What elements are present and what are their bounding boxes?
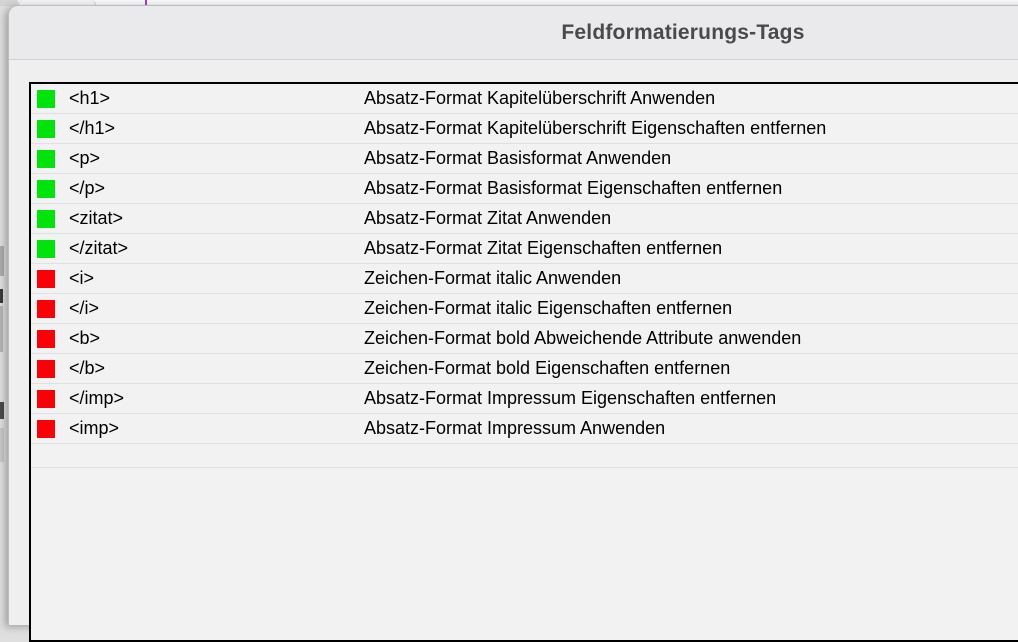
tag-color-swatch	[37, 420, 55, 438]
tag-label: </b>	[69, 358, 106, 378]
tag-row[interactable]	[31, 174, 1018, 204]
tag-color-swatch	[37, 210, 55, 228]
window-content	[9, 60, 1018, 642]
tag-description: Absatz-Format Impressum Eigenschaften entfernen	[364, 388, 777, 408]
tag-description: Absatz-Format Zitat Eigenschaften entfernen	[364, 238, 723, 258]
background-glyph-fragment	[0, 289, 3, 303]
tag-description: Zeichen-Format bold Abweichende Attribute anwenden	[364, 328, 802, 348]
tag-color-swatch	[37, 240, 55, 258]
tag-row[interactable]	[31, 114, 1018, 144]
tag-label: <imp>	[69, 418, 120, 438]
tag-color-swatch	[37, 270, 55, 288]
tag-color-swatch	[37, 180, 55, 198]
tag-label: <i>	[69, 268, 95, 288]
tag-description: Zeichen-Format bold Eigenschaften entfernen	[364, 358, 731, 378]
tag-description: Zeichen-Format italic Eigenschaften entfernen	[364, 298, 733, 318]
tag-description: Absatz-Format Kapitelüberschrift Anwenden	[364, 88, 716, 108]
tag-row[interactable]	[31, 144, 1018, 174]
window-titlebar[interactable]	[9, 6, 1018, 60]
tag-label: </p>	[69, 178, 106, 198]
tag-color-swatch	[37, 300, 55, 318]
tag-list	[29, 82, 1018, 642]
tag-color-swatch	[37, 360, 55, 378]
tag-row[interactable]	[31, 414, 1018, 444]
tag-description: Absatz-Format Zitat Anwenden	[364, 208, 612, 228]
tag-description: Absatz-Format Impressum Anwenden	[364, 418, 666, 438]
tag-row[interactable]	[31, 384, 1018, 414]
background-window-fragment	[0, 306, 3, 352]
tag-row[interactable]	[31, 264, 1018, 294]
tag-color-swatch	[37, 120, 55, 138]
tag-color-swatch	[37, 90, 55, 108]
tag-label: <h1>	[69, 88, 111, 108]
background-glyph-fragment	[0, 402, 4, 419]
tag-row[interactable]	[31, 324, 1018, 354]
tag-description: Zeichen-Format italic Anwenden	[364, 268, 622, 288]
tag-description: Absatz-Format Basisformat Eigenschaften entfernen	[364, 178, 783, 198]
background-window-fragment	[0, 246, 4, 276]
tag-row[interactable]	[31, 204, 1018, 234]
tag-description: Absatz-Format Basisformat Anwenden	[364, 148, 672, 168]
tag-label: <zitat>	[69, 208, 124, 228]
tag-label: <b>	[69, 328, 101, 348]
tag-color-swatch	[37, 330, 55, 348]
tag-row[interactable]	[31, 294, 1018, 324]
tag-label: </zitat>	[69, 238, 129, 258]
tag-row-empty	[31, 444, 1018, 468]
background-window-fragment	[0, 428, 4, 462]
tag-color-swatch	[37, 150, 55, 168]
tag-label: </imp>	[69, 388, 125, 408]
window-title: Feldformatierungs-Tags	[561, 20, 805, 44]
tag-color-swatch	[37, 390, 55, 408]
tag-label: <p>	[69, 148, 101, 168]
tag-row[interactable]	[31, 84, 1018, 114]
tag-label: </i>	[69, 298, 100, 318]
tag-row[interactable]	[31, 354, 1018, 384]
tag-label: </h1>	[69, 118, 116, 138]
tag-row[interactable]	[31, 234, 1018, 264]
palette-window	[8, 5, 1018, 625]
tag-description: Absatz-Format Kapitelüberschrift Eigenschaften entfernen	[364, 118, 827, 138]
